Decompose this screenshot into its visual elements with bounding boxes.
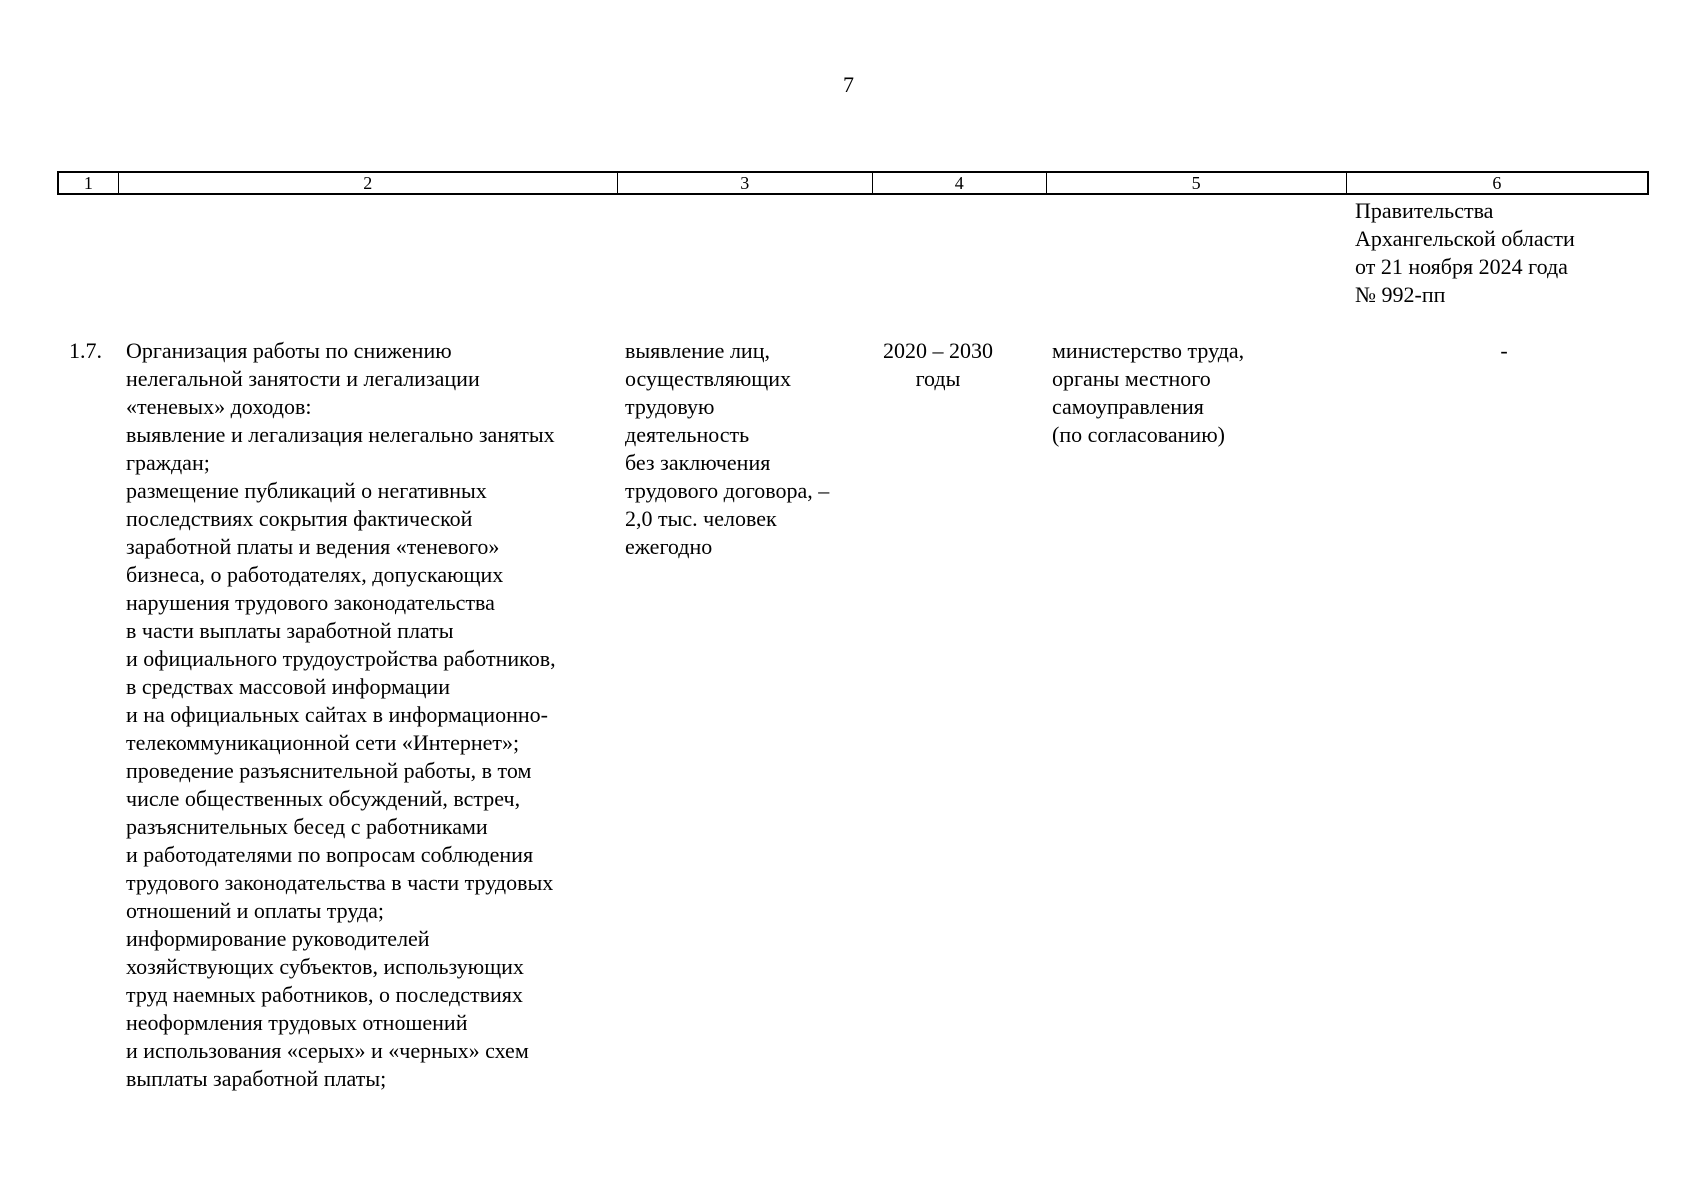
description-line: неоформления трудовых отношений	[126, 1010, 468, 1035]
row-result	[625, 337, 829, 561]
description-line: бизнеса, о работодателях, допускающих	[126, 562, 504, 587]
description-line: в средствах массовой информации	[126, 674, 450, 699]
header-cell-1: 1	[59, 173, 119, 193]
description-line: труд наемных работников, о последствиях	[126, 982, 523, 1007]
result-line: выявление лиц,	[625, 338, 770, 363]
executors-line: (по согласованию)	[1052, 422, 1225, 447]
executors-line: министерство труда,	[1052, 338, 1245, 363]
continuation-note-line: Правительства	[1355, 198, 1494, 223]
description-line: телекоммуникационной сети «Интернет»;	[126, 730, 520, 755]
executors-line: самоуправления	[1052, 394, 1204, 419]
header-cell-4: 4	[873, 173, 1047, 193]
result-line: ежегодно	[625, 534, 713, 559]
description-line: размещение публикаций о негативных	[126, 478, 487, 503]
description-line: и официального трудоустройства работников,	[126, 646, 556, 671]
result-line: осуществляющих	[625, 366, 791, 391]
header-cell-2: 2	[119, 173, 618, 193]
description-line: «теневых» доходов:	[126, 394, 312, 419]
continuation-note-line: № 992-пп	[1355, 282, 1446, 307]
description-line: проведение разъяснительной работы, в том	[126, 758, 532, 783]
description-line: заработной платы и ведения «теневого»	[126, 534, 500, 559]
result-line: трудовую	[625, 394, 715, 419]
result-line: 2,0 тыс. человек	[625, 506, 777, 531]
description-line: последствиях сокрытия фактической	[126, 506, 473, 531]
continuation-note-line: Архангельской области	[1355, 226, 1575, 251]
page-number: 7	[843, 72, 854, 97]
continuation-note	[1355, 197, 1635, 309]
header-cell-6: 6	[1492, 173, 1502, 193]
description-line: и на официальных сайтах в информационно-	[126, 702, 548, 727]
description-line: отношений и оплаты труда;	[126, 898, 385, 923]
result-line: трудового договора, –	[625, 478, 830, 503]
result-line: без заключения	[625, 450, 771, 475]
description-line: нарушения трудового законодательства	[126, 590, 495, 615]
years-line: 2020 – 2030	[883, 338, 993, 363]
description-line: информирование руководителей	[126, 926, 430, 951]
description-line: выявление и легализация нелегально занятых	[126, 422, 555, 447]
description-line: нелегальной занятости и легализации	[126, 366, 480, 391]
description-line: граждан;	[126, 450, 210, 475]
description-line: хозяйствующих субъектов, использующих	[126, 954, 524, 979]
table-header-row	[57, 171, 1649, 195]
description-line: Организация работы по снижению	[126, 338, 452, 363]
years-line: годы	[915, 366, 961, 391]
row-note: -	[1500, 338, 1508, 363]
description-line: и работодателями по вопросам соблюдения	[126, 842, 534, 867]
row-description	[126, 337, 556, 1093]
row-executors	[1052, 337, 1244, 449]
description-line: выплаты заработной платы;	[126, 1066, 387, 1091]
result-line: деятельность	[625, 422, 750, 447]
header-cell-5: 5	[1047, 173, 1347, 193]
executors-line: органы местного	[1052, 366, 1211, 391]
description-line: числе общественных обсуждений, встреч,	[126, 786, 521, 811]
row-years	[873, 337, 1003, 393]
row-number: 1.7.	[69, 338, 102, 363]
description-line: в части выплаты заработной платы	[126, 618, 454, 643]
continuation-note-line: от 21 ноября 2024 года	[1355, 254, 1568, 279]
description-line: и использования «серых» и «черных» схем	[126, 1038, 529, 1063]
header-cell-3: 3	[618, 173, 873, 193]
description-line: трудового законодательства в части трудовых	[126, 870, 554, 895]
description-line: разъяснительных бесед с работниками	[126, 814, 488, 839]
